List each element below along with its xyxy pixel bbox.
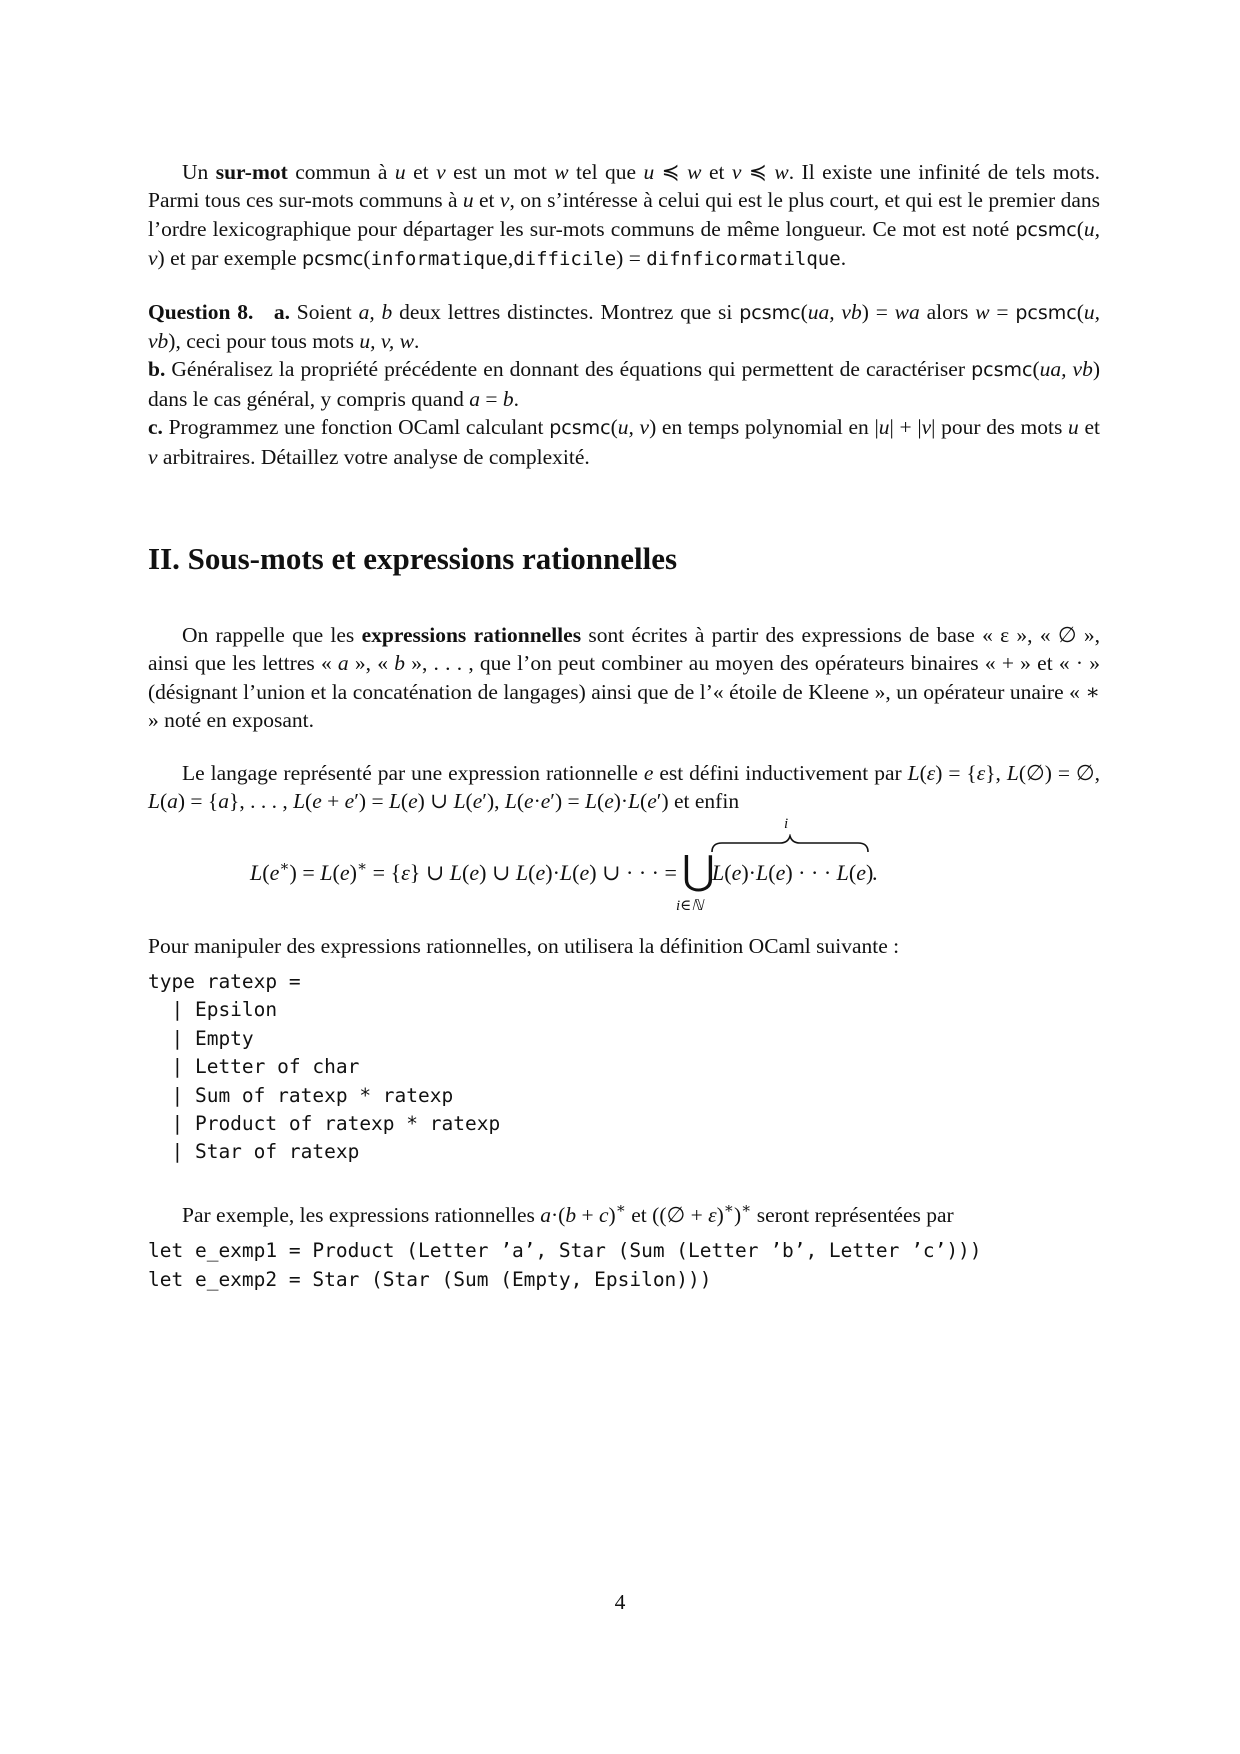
big-union-symbol: ⋃ [682, 847, 715, 893]
code-line: | Star of ratexp [148, 1140, 360, 1164]
section-title: II. Sous-mots et expressions rationnelles [148, 541, 678, 577]
equation-body: L(e)·L(e) · · · L(e) [712, 859, 874, 885]
overbrace [710, 834, 870, 854]
page-number: 4 [614, 1590, 626, 1614]
part-b-label: b. [148, 357, 166, 382]
paragraph-exemple: Par exemple, les expressions rationnelles a·(b + c)∗ et ((∅ + ε)∗)∗ seront représentées par [182, 1200, 954, 1227]
question-label: Question 8. [148, 299, 254, 324]
overbrace-label: i [784, 815, 789, 832]
display-equation [148, 816, 1100, 922]
code-line: let e_exmp1 = Product (Letter ’a’, Star (Sum (Letter ’b’, Letter ’c’))) [148, 1239, 982, 1263]
code-block-type-ratexp [148, 968, 1100, 1167]
code-block-examples [148, 1237, 1100, 1294]
code-line: | Epsilon [148, 998, 278, 1022]
paragraph-langage: Le langage représenté par une expression rationnelle e est défini inductivement par L(ε) = {ε}, L(∅) = ∅, L(a) = {a}, . . . , L(e + e′) = L(e) ∪ L(e′), L(e·e′) = L(e)·L(e′) et enfin [148, 760, 1100, 814]
paragraph-ocaml-definition: Pour manipuler des expressions rationnelles, on utilisera la définition OCaml suivante : [148, 933, 900, 958]
part-c-label: c. [148, 415, 163, 440]
code-line: | Product of ratexp * ratexp [148, 1111, 501, 1135]
question-8: Question 8. a. Soient a, b deux lettres distinctes. Montrez que si pcsmc(ua, vb) = wa alors w = pcsmc(u, vb), ceci pour tous mots u, v, w. b. Généralisez la propriété précédente en donnant des équations qui permettent de caractériser pcsmc(ua, vb) dans le cas général, y compris quand a = b. c. Programmez une fonction OCaml calculant pcsmc(u, v) en temps polynomial en |u| + |v| pour des mots u et v arbitraires. Détaillez votre analyse de complexité. [148, 299, 1101, 469]
code-line: let e_exmp2 = Star (Star (Sum (Empty, Epsilon))) [148, 1267, 712, 1291]
term-sur-mot: sur-mot [215, 160, 288, 184]
code-line: | Letter of char [148, 1055, 360, 1079]
union-subscript: i∈ℕ [676, 897, 704, 914]
equation-lhs: L(e∗) = L(e)∗ = {ε} ∪ L(e) ∪ L(e)·L(e) ∪ · · · = [250, 858, 677, 885]
code-line: type ratexp = [148, 969, 301, 993]
paragraph-expressions-rationnelles: On rappelle que les expressions rationnelles sont écrites à partir des expressions de base « ε », « ∅ », ainsi que les lettres « a », « b », . . . , que l’on peut combiner au moyen des opérateurs binaires « + » et « · » (désignant l’union et la concaténation de langages) ainsi que de l’« étoile de Kleene », un opérateur unaire « ∗ » noté en exposant. [148, 623, 1101, 733]
paragraph-sur-mot: Un sur-mot commun à u et v est un mot w tel que u ≼ w et v ≼ w. Il existe une infinité de tels mots. Parmi tous ces sur-mots communs à u et v, on s’intéresse à celui qui est le plus court, et qui est le premier dans l’ordre lexicographique pour départager les sur-mots communs de même longueur. Ce mot est noté pcsmc(u, v) et par exemple pcsmc(informatique,difficile) = difnficormatilque. [148, 160, 1100, 271]
page-content [148, 158, 1100, 1294]
equation-end: . [872, 859, 878, 885]
code-line: | Empty [148, 1026, 254, 1050]
term-expressions-rationnelles: expressions rationnelles [361, 623, 582, 648]
code-line: | Sum of ratexp * ratexp [148, 1083, 454, 1107]
part-a-label: a. [273, 299, 290, 324]
